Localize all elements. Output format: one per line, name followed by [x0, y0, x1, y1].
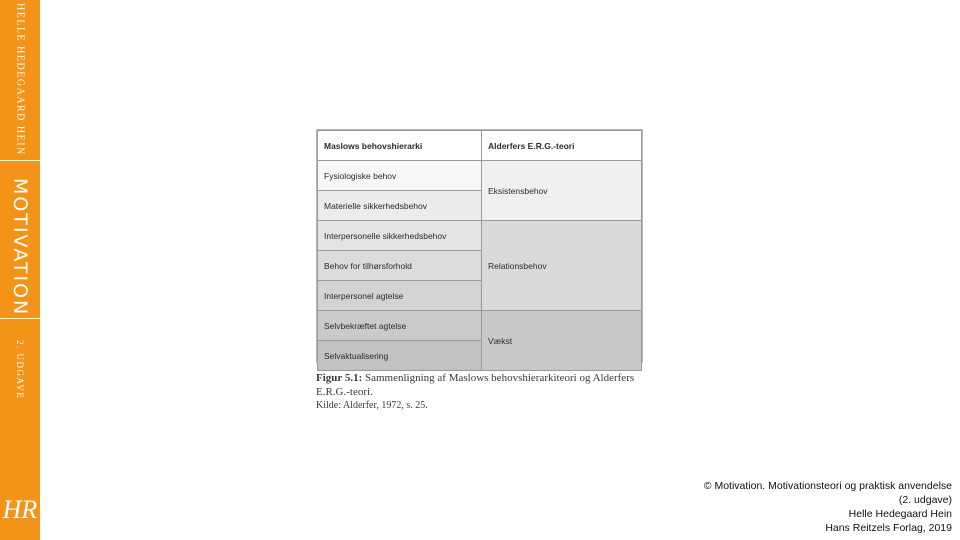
spine-edition	[0, 340, 40, 400]
spine-title-text: MOTIVATION	[9, 178, 31, 317]
spine-divider	[0, 160, 40, 161]
caption-label: Figur 5.1:	[316, 372, 363, 384]
spine-divider	[0, 318, 40, 319]
comparison-figure	[316, 129, 643, 363]
erg-level: Eksistensbehov	[482, 161, 642, 221]
header-maslow: Maslows behovshierarki	[318, 131, 482, 161]
spine-edition-text: 2. UDGAVE	[15, 340, 25, 400]
copyright-line: © Motivation. Motivationsteori og praktisk anvendelse	[703, 480, 952, 492]
comparison-table	[317, 130, 642, 371]
table-row	[318, 221, 642, 251]
copyright-line: Helle Hedegaard Hein	[848, 508, 952, 520]
maslow-level: Interpersonelle sikkerhedsbehov	[318, 221, 482, 251]
header-alderfer: Alderfers E.R.G.-teori	[482, 131, 642, 161]
caption-text: Sammenligning af Maslows behovshierarkiteori og Alderfers E.R.G.-teori.	[316, 372, 635, 398]
table-row	[318, 311, 642, 341]
maslow-level: Interpersonel agtelse	[318, 281, 482, 311]
spine-author	[0, 3, 40, 156]
caption-source: Kilde: Alderfer, 1972, s. 25.	[316, 400, 428, 411]
spine-author-text: HELLE HEDEGAARD HEIN	[14, 3, 26, 156]
erg-level: Relationsbehov	[482, 221, 642, 311]
caption-main	[316, 372, 636, 399]
maslow-level: Selvaktualisering	[318, 341, 482, 371]
publisher-logo: HR	[2, 495, 38, 524]
maslow-level: Selvbekræftet agtelse	[318, 311, 482, 341]
maslow-level: Fysiologiske behov	[318, 161, 482, 191]
figure-caption	[316, 372, 636, 413]
maslow-level: Behov for tilhørsforhold	[318, 251, 482, 281]
maslow-level: Materielle sikkerhedsbehov	[318, 191, 482, 221]
table-header-row	[318, 131, 642, 161]
table-row	[318, 161, 642, 191]
copyright-line: (2. udgave)	[898, 494, 952, 506]
book-spine	[0, 0, 40, 540]
copyright-line: Hans Reitzels Forlag, 2019	[825, 522, 952, 534]
spine-title	[0, 180, 40, 315]
erg-level: Vækst	[482, 311, 642, 371]
copyright-block	[652, 479, 952, 535]
